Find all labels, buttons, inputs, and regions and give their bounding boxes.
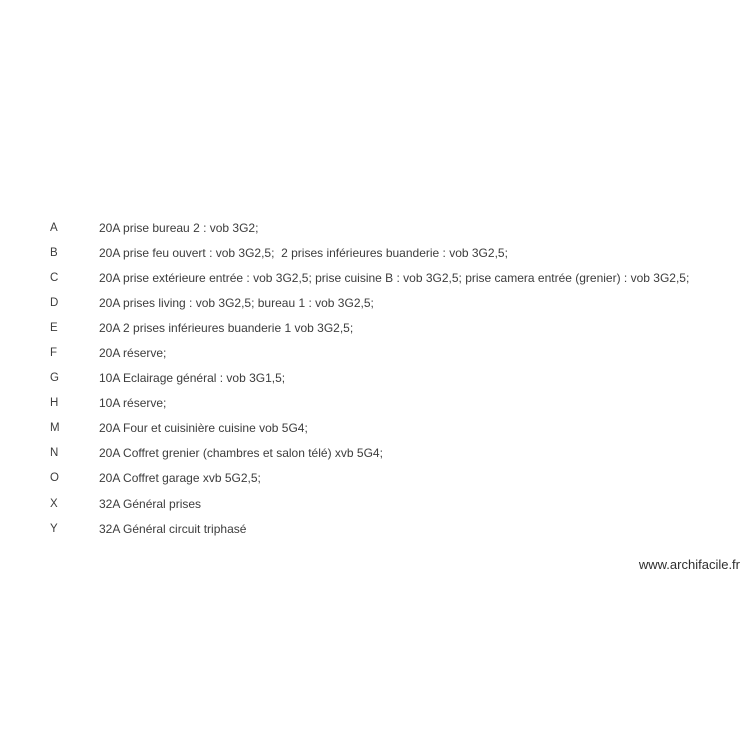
- circuit-legend-row: [0, 491, 750, 516]
- circuit-legend-row: [0, 215, 750, 240]
- circuit-legend-row: [0, 240, 750, 265]
- circuit-description: 20A prises living : vob 3G2,5; bureau 1 : vob 3G2,5;: [99, 295, 374, 310]
- circuit-legend-row: [0, 466, 750, 491]
- circuit-description: 20A prise extérieure entrée : vob 3G2,5; prise cuisine B : vob 3G2,5; prise camera entrée (grenier) : vob 3G2,5;: [99, 270, 690, 285]
- circuit-legend-row: [0, 315, 750, 340]
- circuit-legend-list: [0, 215, 750, 541]
- circuit-description: 20A réserve;: [99, 346, 167, 361]
- circuit-description: 20A 2 prises inférieures buanderie 1 vob 3G2,5;: [99, 320, 354, 335]
- circuit-legend-row: [0, 290, 750, 315]
- circuit-code: M: [50, 422, 60, 435]
- circuit-legend-row: [0, 391, 750, 416]
- circuit-code: O: [50, 472, 60, 485]
- circuit-description: 20A prise bureau 2 : vob 3G2;: [99, 220, 259, 235]
- circuit-legend-row: [0, 340, 750, 365]
- circuit-description: 32A Général circuit triphasé: [99, 521, 247, 536]
- circuit-code: C: [50, 271, 59, 284]
- circuit-description: 20A Four et cuisinière cuisine vob 5G4;: [99, 421, 308, 436]
- circuit-code: A: [50, 221, 58, 234]
- circuit-code: D: [50, 296, 59, 309]
- circuit-code: E: [50, 321, 58, 334]
- circuit-description: 20A prise feu ouvert : vob 3G2,5; 2 prises inférieures buanderie : vob 3G2,5;: [99, 245, 508, 260]
- circuit-code: N: [50, 447, 59, 460]
- circuit-legend-row: [0, 265, 750, 290]
- circuit-description: 10A réserve;: [99, 396, 167, 411]
- circuit-description: 20A Coffret grenier (chambres et salon télé) xvb 5G4;: [99, 446, 383, 461]
- circuit-code: Y: [50, 522, 58, 535]
- circuit-code: G: [50, 372, 60, 385]
- circuit-code: H: [50, 397, 59, 410]
- circuit-code: B: [50, 246, 58, 259]
- circuit-description: 32A Général prises: [99, 496, 202, 511]
- circuit-code: X: [50, 497, 58, 510]
- circuit-legend-row: [0, 416, 750, 441]
- circuit-description: 10A Eclairage général : vob 3G1,5;: [99, 371, 286, 386]
- circuit-legend-row: [0, 441, 750, 466]
- circuit-legend-row: [0, 366, 750, 391]
- circuit-code: F: [50, 347, 58, 360]
- archifacile-watermark: www.archifacile.fr: [638, 557, 740, 572]
- circuit-legend-row: [0, 516, 750, 541]
- circuit-description: 20A Coffret garage xvb 5G2,5;: [99, 471, 261, 486]
